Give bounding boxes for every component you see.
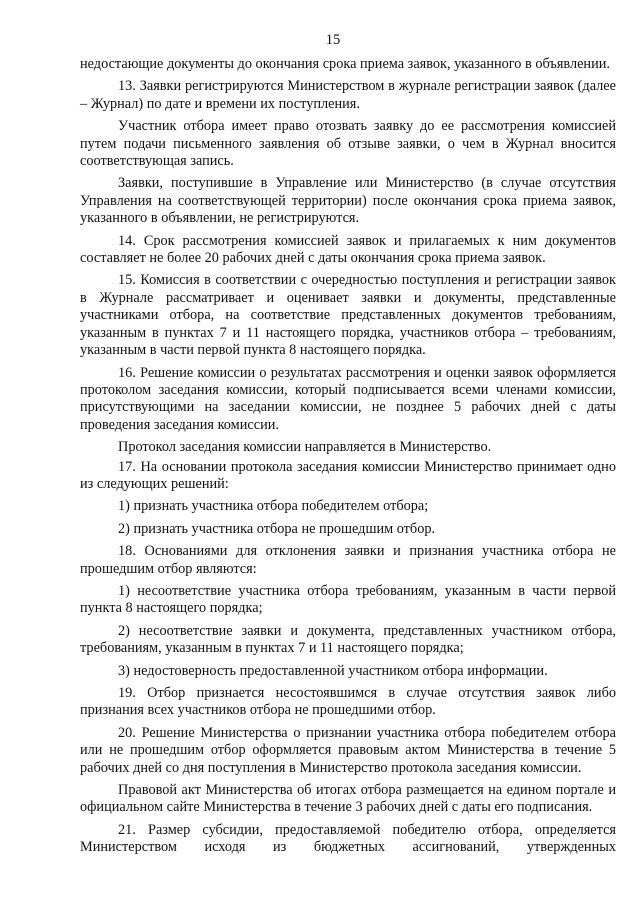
paragraph: 19. Отбор признается несостоявшимся в случае отсутствия заявок либо признания всех участников отбора не прошедшими отбор. — [80, 685, 616, 719]
list-item: 2) признать участника отбора не прошедшим отбор. — [118, 520, 436, 537]
paragraph: 15. Комиссия в соответствии с очередностью поступления и регистрации заявок в Журнале рассматривает и оценивает заявки и документы, представленные участниками отбора, на соответствие представленных документов требованиям, указанным в пунктах 7 и 11 настоящего порядка, участников отбора – требованиям, указанным в части первой пункта 8 настоящего порядка. — [80, 272, 616, 359]
list-item: 1) несоответствие участника отбора требованиям, указанным в части первой пункта 8 настоящего порядка; — [80, 582, 616, 617]
paragraph: Протокол заседания комиссии направляется в Министерство. — [118, 439, 492, 456]
list-item: 2) несоответствие заявки и документа, представленных участником отбора, требованиям, указанным в пунктах 7 и 11 настоящего порядка; — [80, 622, 616, 657]
list-item: 1) признать участника отбора победителем отбора; — [118, 498, 429, 515]
paragraph: 14. Срок рассмотрения комиссией заявок и прилагаемых к ним документов составляет не более 20 рабочих дней с даты окончания срока приема заявок. — [80, 232, 616, 267]
paragraph: 13. Заявки регистрируются Министерством в журнале регистрации заявок (далее – Журнал) по дате и времени их поступления. — [80, 78, 616, 112]
paragraph: 20. Решение Министерства о признании участника отбора победителем отбора или не прошедшим отбор оформляется правовым актом Министерства в течение 5 рабочих дней со дня поступления в Министерство протокола заседания комиссии. — [80, 724, 616, 776]
paragraph: 17. На основании протокола заседания комиссии Министерство принимает одно из следующих решений: — [80, 458, 616, 492]
paragraph: недостающие документы до окончания срока приема заявок, указанного в объявлении. — [80, 56, 610, 72]
paragraph: Правовой акт Министерства об итогах отбора размещается на едином портале и официальном сайте Министерства в течение 3 рабочих дней с даты его подписания. — [80, 782, 616, 816]
paragraph: Заявки, поступившие в Управление или Министерство (в случае отсутствия Управления на соответствующей территории) после окончания срока приема заявок, указанного в объявлении, не регистрируются. — [80, 175, 616, 227]
list-item: 3) недостоверность предоставленной участником отбора информации. — [118, 662, 548, 679]
page-number: 15 — [325, 32, 341, 48]
paragraph: 18. Основаниями для отклонения заявки и признания участника отбора не прошедшим отбор являются: — [80, 543, 616, 577]
paragraph: 16. Решение комиссии о результатах рассмотрения и оценки заявок оформляется протоколом заседания комиссии, который подписывается всеми членами комиссии, присутствующими на заседании комиссии, не позднее 5 рабочих дней с даты проведения заседания комиссии. — [80, 364, 616, 433]
paragraph: 21. Размер субсидии, предоставляемой победителю отбора, определяется Министерством исходя из бюджетных ассигнований, утвержденных — [80, 821, 616, 856]
paragraph: Участник отбора имеет право отозвать заявку до ее рассмотрения комиссией путем подачи письменного заявления об отзыве заявки, о чем в Журнал вносится соответствующая запись. — [80, 118, 616, 170]
